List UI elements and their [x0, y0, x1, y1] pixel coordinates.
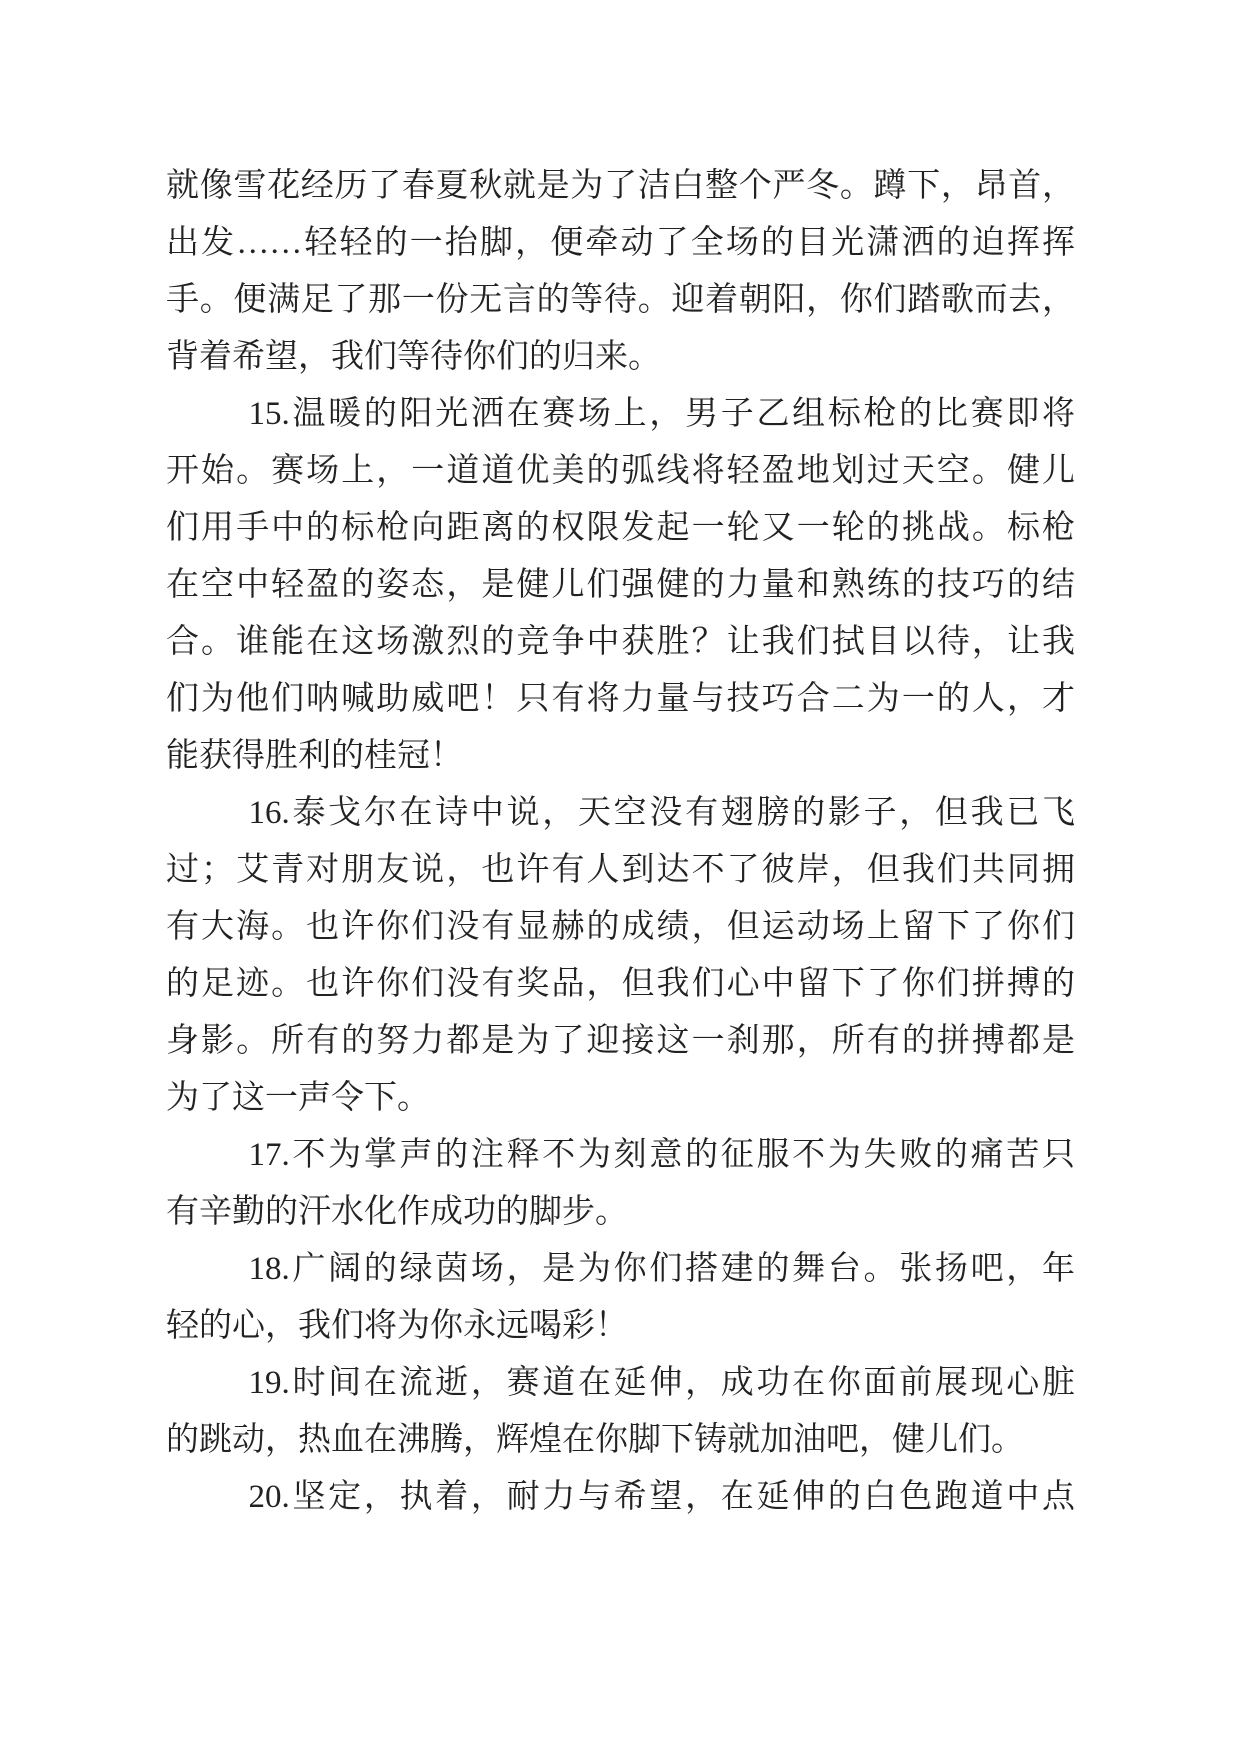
text-line: 20.坚定，执着，耐力与希望，在延伸的白色跑道中点: [248, 1479, 1075, 1515]
text-line: 有大海。也许你们没有显赫的成绩，但运动场上留下了你们: [166, 909, 1075, 945]
text-line: 17.不为掌声的注释不为刻意的征服不为失败的痛苦只: [248, 1137, 1075, 1173]
text-line: 就像雪花经历了春夏秋就是为了洁白整个严冬。蹲下，昂首，: [166, 168, 1075, 204]
text-line: 们为他们呐喊助威吧！只有将力量与技巧合二为一的人，才: [166, 681, 1075, 717]
text-line: 们用手中的标枪向距离的权限发起一轮又一轮的挑战。标枪: [166, 510, 1075, 546]
text-line: 过；艾青对朋友说，也许有人到达不了彼岸，但我们共同拥: [166, 852, 1075, 888]
text-line: 手。便满足了那一份无言的等待。迎着朝阳，你们踏歌而去，: [166, 282, 1075, 318]
text-line: 轻的心，我们将为你永远喝彩！: [166, 1308, 628, 1344]
text-line: 开始。赛场上，一道道优美的弧线将轻盈地划过天空。健儿: [166, 453, 1075, 489]
text-line: 出发……轻轻的一抬脚，便牵动了全场的目光潇洒的迫挥挥: [166, 225, 1075, 261]
text-line: 背着希望，我们等待你们的归来。: [166, 339, 661, 375]
text-line: 19.时间在流逝，赛道在延伸，成功在你面前展现心脏: [248, 1365, 1075, 1401]
text-line: 的足迹。也许你们没有奖品，但我们心中留下了你们拼搏的: [166, 966, 1075, 1002]
text-line: 有辛勤的汗水化作成功的脚步。: [166, 1194, 628, 1230]
text-line: 身影。所有的努力都是为了迎接这一刹那，所有的拼搏都是: [166, 1023, 1075, 1059]
text-line: 18.广阔的绿茵场，是为你们搭建的舞台。张扬吧，年: [248, 1251, 1075, 1287]
text-line: 在空中轻盈的姿态，是健儿们强健的力量和熟练的技巧的结: [166, 567, 1075, 603]
text-line: 合。谁能在这场激烈的竞争中获胜？让我们拭目以待，让我: [166, 624, 1075, 660]
text-line: 为了这一声令下。: [166, 1080, 430, 1116]
text-line: 的跳动，热血在沸腾，辉煌在你脚下铸就加油吧，健儿们。: [166, 1422, 1024, 1458]
text-line: 能获得胜利的桂冠！: [166, 738, 463, 774]
text-line: 15.温暖的阳光洒在赛场上，男子乙组标枪的比赛即将: [248, 396, 1075, 432]
text-line: 16.泰戈尔在诗中说，天空没有翅膀的影子，但我已飞: [248, 795, 1075, 831]
